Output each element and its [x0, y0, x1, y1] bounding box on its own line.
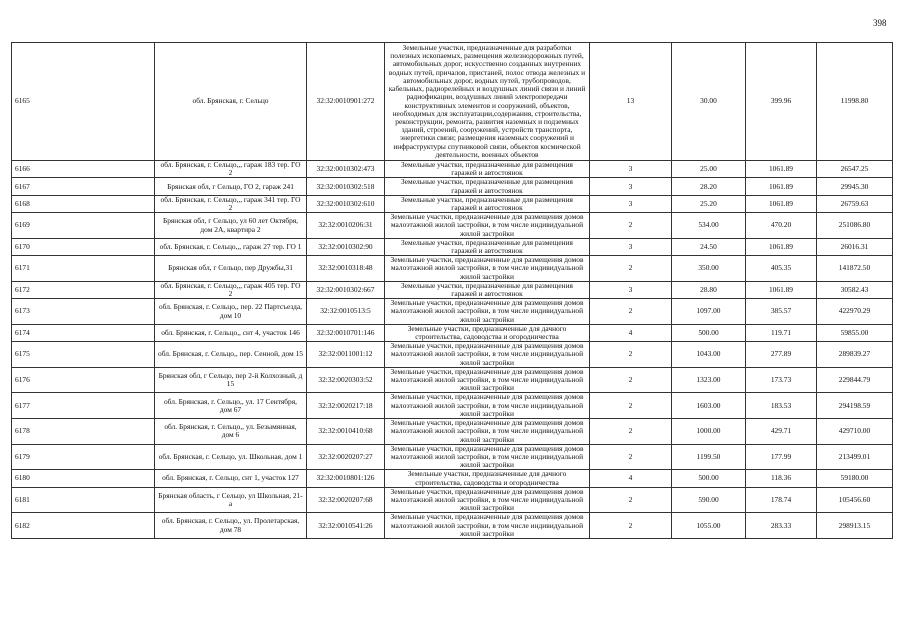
use-group-cell: 2: [590, 487, 672, 513]
address-cell: Брянская область, г Сельцо, ул Школьная, 21-а: [155, 487, 307, 513]
area-cell: 24.50: [672, 238, 746, 255]
land-use-cell: Земельные участки, предназначенные для размещения домов малоэтажной жилой застройки, в том числе индивидуальной жилой застройки: [385, 299, 590, 325]
land-use-cell: Земельные участки, предназначенные для размещения гаражей и автостоянок: [385, 238, 590, 255]
record-number-cell: 6176: [12, 367, 155, 393]
table-row: [12, 299, 893, 325]
specific-value-cell: 1061.89: [746, 238, 817, 255]
table-row: [12, 256, 893, 282]
record-number-cell: 6178: [12, 419, 155, 445]
cadastral-value-cell: 422970.29: [817, 299, 893, 325]
record-number-cell: 6165: [12, 43, 155, 161]
address-cell: обл. Брянская, г. Сельцо, снт 1, участок 127: [155, 470, 307, 487]
cadastral-value-cell: 26547.25: [817, 161, 893, 178]
specific-value-cell: 1061.89: [746, 195, 817, 212]
record-number-cell: 6168: [12, 195, 155, 212]
cadastral-number-cell: 32:32:0020217:18: [307, 393, 385, 419]
use-group-cell: 3: [590, 281, 672, 298]
table-row: [12, 470, 893, 487]
use-group-cell: 4: [590, 324, 672, 341]
specific-value-cell: 118.36: [746, 470, 817, 487]
land-use-cell: Земельные участки, предназначенные для размещения домов малоэтажной жилой застройки, в том числе индивидуальной жилой застройки: [385, 256, 590, 282]
table-row: [12, 238, 893, 255]
specific-value-cell: 1061.89: [746, 161, 817, 178]
table-row: [12, 324, 893, 341]
area-cell: 25.20: [672, 195, 746, 212]
area-cell: 590.00: [672, 487, 746, 513]
area-cell: 28.20: [672, 178, 746, 195]
area-cell: 534.00: [672, 213, 746, 239]
table-row: [12, 281, 893, 298]
specific-value-cell: 119.71: [746, 324, 817, 341]
area-cell: 500.00: [672, 324, 746, 341]
address-cell: обл. Брянская, г. Сельцо,, снт 4, участок 146: [155, 324, 307, 341]
area-cell: 1199.50: [672, 444, 746, 470]
cadastral-number-cell: 32:32:0010801:126: [307, 470, 385, 487]
address-cell: Брянская обл, г Сельцо, ГО 2, гараж 241: [155, 178, 307, 195]
land-use-cell: Земельные участки, предназначенные для дачного строительства, садоводства и огородничества: [385, 324, 590, 341]
use-group-cell: 4: [590, 470, 672, 487]
use-group-cell: 2: [590, 444, 672, 470]
land-registry-table: [11, 42, 893, 539]
area-cell: 28.80: [672, 281, 746, 298]
cadastral-number-cell: 32:32:0010701:146: [307, 324, 385, 341]
specific-value-cell: 470.20: [746, 213, 817, 239]
specific-value-cell: 277.89: [746, 342, 817, 368]
area-cell: 500.00: [672, 470, 746, 487]
land-use-cell: Земельные участки, предназначенные для размещения гаражей и автостоянок: [385, 195, 590, 212]
table-row: [12, 487, 893, 513]
cadastral-number-cell: 32:32:0010302:610: [307, 195, 385, 212]
record-number-cell: 6167: [12, 178, 155, 195]
cadastral-number-cell: 32:32:0010206:31: [307, 213, 385, 239]
cadastral-number-cell: 32:32:0020303:52: [307, 367, 385, 393]
table-row: [12, 195, 893, 212]
cadastral-value-cell: 26759.63: [817, 195, 893, 212]
cadastral-value-cell: 229844.79: [817, 367, 893, 393]
use-group-cell: 2: [590, 419, 672, 445]
record-number-cell: 6173: [12, 299, 155, 325]
area-cell: 1000.00: [672, 419, 746, 445]
address-cell: обл. Брянская, г. Сельцо: [155, 43, 307, 161]
use-group-cell: 3: [590, 161, 672, 178]
land-use-cell: Земельные участки, предназначенные для размещения домов малоэтажной жилой застройки, в том числе индивидуальной жилой застройки: [385, 342, 590, 368]
address-cell: обл. Брянская, г. Сельцо,,, гараж 405 тер. ГО 2: [155, 281, 307, 298]
table-row: [12, 213, 893, 239]
cadastral-value-cell: 298913.15: [817, 513, 893, 539]
use-group-cell: 2: [590, 342, 672, 368]
area-cell: 25.00: [672, 161, 746, 178]
cadastral-number-cell: 32:32:0010302:667: [307, 281, 385, 298]
use-group-cell: 2: [590, 256, 672, 282]
cadastral-value-cell: 26016.31: [817, 238, 893, 255]
land-use-cell: Земельные участки, предназначенные для размещения домов малоэтажной жилой застройки, в том числе индивидуальной жилой застройки: [385, 444, 590, 470]
specific-value-cell: 183.53: [746, 393, 817, 419]
land-use-cell: Земельные участки, предназначенные для размещения домов малоэтажной жилой застройки, в том числе индивидуальной жилой застройки: [385, 513, 590, 539]
address-cell: обл. Брянская, г. Сельцо,, ул. Безымянная, дом 6: [155, 419, 307, 445]
use-group-cell: 2: [590, 299, 672, 325]
record-number-cell: 6181: [12, 487, 155, 513]
land-use-cell: Земельные участки, предназначенные для размещения домов малоэтажной жилой застройки, в том числе индивидуальной жилой застройки: [385, 419, 590, 445]
table-body: [12, 43, 893, 539]
table-row: [12, 161, 893, 178]
address-cell: обл. Брянская, г. Сельцо,, ул. 17 Сентября, дом 67: [155, 393, 307, 419]
land-use-cell: Земельные участки, предназначенные для размещения гаражей и автостоянок: [385, 161, 590, 178]
specific-value-cell: 1061.89: [746, 178, 817, 195]
specific-value-cell: 178.74: [746, 487, 817, 513]
cadastral-value-cell: 11998.80: [817, 43, 893, 161]
land-use-cell: Земельные участки, предназначенные для размещения домов малоэтажной жилой застройки, в том числе индивидуальной жилой застройки: [385, 213, 590, 239]
specific-value-cell: 399.96: [746, 43, 817, 161]
area-cell: 1055.00: [672, 513, 746, 539]
specific-value-cell: 1061.89: [746, 281, 817, 298]
address-cell: обл. Брянская, г. Сельцо,,, гараж 27 тер. ГО 1: [155, 238, 307, 255]
record-number-cell: 6180: [12, 470, 155, 487]
cadastral-number-cell: 32:32:0010318:48: [307, 256, 385, 282]
record-number-cell: 6182: [12, 513, 155, 539]
area-cell: 1097.00: [672, 299, 746, 325]
record-number-cell: 6169: [12, 213, 155, 239]
record-number-cell: 6174: [12, 324, 155, 341]
cadastral-number-cell: 32:32:0010513:5: [307, 299, 385, 325]
specific-value-cell: 173.73: [746, 367, 817, 393]
cadastral-number-cell: 32:32:0010302:518: [307, 178, 385, 195]
land-use-cell: Земельные участки, предназначенные для размещения домов малоэтажной жилой застройки, в том числе индивидуальной жилой застройки: [385, 487, 590, 513]
record-number-cell: 6177: [12, 393, 155, 419]
table-row: [12, 513, 893, 539]
land-use-cell: Земельные участки, предназначенные для размещения гаражей и автостоянок: [385, 281, 590, 298]
cadastral-value-cell: 213499.01: [817, 444, 893, 470]
page-number: 398: [873, 18, 887, 28]
area-cell: 1043.00: [672, 342, 746, 368]
table-row: [12, 444, 893, 470]
cadastral-value-cell: 105456.60: [817, 487, 893, 513]
land-use-cell: Земельные участки, предназначенные для размещения гаражей и автостоянок: [385, 178, 590, 195]
use-group-cell: 2: [590, 213, 672, 239]
cadastral-value-cell: 30582.43: [817, 281, 893, 298]
address-cell: обл. Брянская, г. Сельцо,, пер. Сенной, дом 15: [155, 342, 307, 368]
address-cell: обл. Брянская, г. Сельцо, ул. Школьная, дом 1: [155, 444, 307, 470]
cadastral-number-cell: 32:32:0020207:68: [307, 487, 385, 513]
use-group-cell: 3: [590, 178, 672, 195]
cadastral-value-cell: 429710.00: [817, 419, 893, 445]
area-cell: 350.00: [672, 256, 746, 282]
area-cell: 30.00: [672, 43, 746, 161]
record-number-cell: 6175: [12, 342, 155, 368]
table-row: [12, 419, 893, 445]
cadastral-value-cell: 59855.00: [817, 324, 893, 341]
area-cell: 1323.00: [672, 367, 746, 393]
record-number-cell: 6166: [12, 161, 155, 178]
record-number-cell: 6170: [12, 238, 155, 255]
cadastral-number-cell: 32:32:0020207:27: [307, 444, 385, 470]
use-group-cell: 3: [590, 238, 672, 255]
address-cell: обл. Брянская, г. Сельцо,,, гараж 341 тер. ГО 2: [155, 195, 307, 212]
land-use-cell: Земельные участки, предназначенные для разработки полезных ископаемых, размещения железнодорожных путей, автомобильных дорог, искусственно созданных внутренних водных путей, причалов, пристаней, полос отвода железных и автомобильных дорог, водных путей, трубопроводов, кабельных, радиорелейных и воздушных линий связи и линий радиофикации, воздушных линий электропередачи конструктивных элементов и сооружений, объектов, необходимых для эксплуатации,содержания, строительства, реконструкции, ремонта, развития наземных и подземных зданий, строений, сооружений, устройств транспорта, энергетики связи; размещения наземных сооружений и инфраструктуры спутниковой связи, объектов космической деятельности, военных объектов: [385, 43, 590, 161]
cadastral-number-cell: 32:32:0011001:12: [307, 342, 385, 368]
use-group-cell: 2: [590, 393, 672, 419]
record-number-cell: 6179: [12, 444, 155, 470]
record-number-cell: 6172: [12, 281, 155, 298]
cadastral-value-cell: 141872.50: [817, 256, 893, 282]
use-group-cell: 2: [590, 513, 672, 539]
table-row: [12, 342, 893, 368]
specific-value-cell: 405.35: [746, 256, 817, 282]
land-use-cell: Земельные участки, предназначенные для дачного строительства, садоводства и огородничества: [385, 470, 590, 487]
use-group-cell: 13: [590, 43, 672, 161]
cadastral-number-cell: 32:32:0010410:68: [307, 419, 385, 445]
address-cell: обл. Брянская, г. Сельцо,,, гараж 183 тер. ГО 2: [155, 161, 307, 178]
cadastral-number-cell: 32:32:0010901:272: [307, 43, 385, 161]
table-row: [12, 367, 893, 393]
address-cell: Брянская обл, г Сельцо, ул 60 лет Октября, дом 2А, квартира 2: [155, 213, 307, 239]
specific-value-cell: 429.71: [746, 419, 817, 445]
address-cell: обл. Брянская, г. Сельцо,, пер. 22 Партсъезда, дом 10: [155, 299, 307, 325]
cadastral-value-cell: 251086.80: [817, 213, 893, 239]
cadastral-value-cell: 59180.00: [817, 470, 893, 487]
address-cell: обл. Брянская, г. Сельцо,, ул. Пролетарская, дом 78: [155, 513, 307, 539]
address-cell: Брянская обл, г Сельцо, пер 2-й Колхозный, д 15: [155, 367, 307, 393]
table-row: [12, 178, 893, 195]
table-row: [12, 43, 893, 161]
cadastral-value-cell: 289839.27: [817, 342, 893, 368]
specific-value-cell: 385.57: [746, 299, 817, 325]
cadastral-number-cell: 32:32:0010541:26: [307, 513, 385, 539]
record-number-cell: 6171: [12, 256, 155, 282]
cadastral-number-cell: 32:32:0010302:473: [307, 161, 385, 178]
specific-value-cell: 177.99: [746, 444, 817, 470]
cadastral-value-cell: 29945.30: [817, 178, 893, 195]
use-group-cell: 3: [590, 195, 672, 212]
cadastral-value-cell: 294198.59: [817, 393, 893, 419]
use-group-cell: 2: [590, 367, 672, 393]
specific-value-cell: 283.33: [746, 513, 817, 539]
area-cell: 1603.00: [672, 393, 746, 419]
land-use-cell: Земельные участки, предназначенные для размещения домов малоэтажной жилой застройки, в том числе индивидуальной жилой застройки: [385, 367, 590, 393]
address-cell: Брянская обл, г Сельцо, пер Дружбы,31: [155, 256, 307, 282]
cadastral-number-cell: 32:32:0010302:90: [307, 238, 385, 255]
table-row: [12, 393, 893, 419]
land-use-cell: Земельные участки, предназначенные для размещения домов малоэтажной жилой застройки, в том числе индивидуальной жилой застройки: [385, 393, 590, 419]
